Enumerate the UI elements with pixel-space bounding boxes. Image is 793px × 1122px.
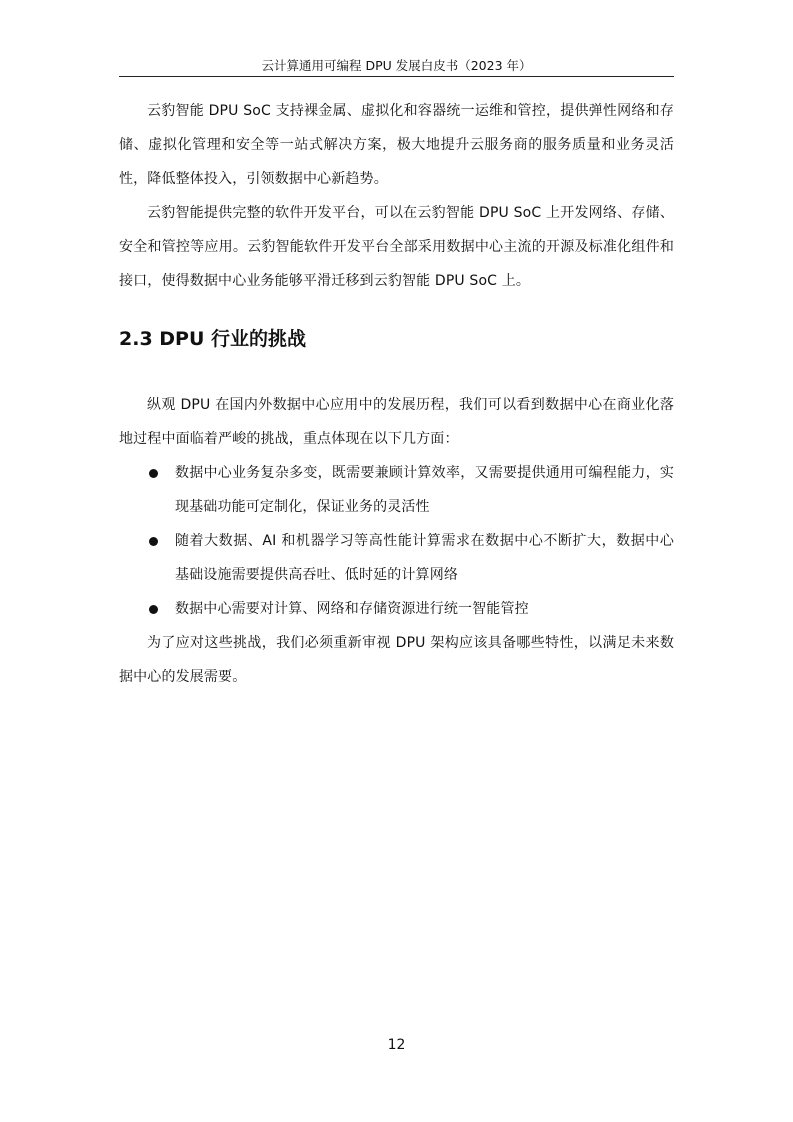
- closing-paragraph: 为了应对这些挑战，我们必须重新审视 DPU 架构应该具备哪些特性，以满足未来数据中心的发展需要。: [119, 635, 674, 685]
- bullet-icon: [149, 537, 158, 546]
- list-item-text: 数据中心需要对计算、网络和存储资源进行统一智能管控: [175, 601, 529, 617]
- list-item: [119, 524, 674, 592]
- page-number: 12: [387, 1037, 406, 1053]
- challenges-block: [119, 388, 674, 694]
- list-item-text: 数据中心业务复杂多变，既需要兼顾计算效率，又需要提供通用可编程能力，实现基础功能可定制化，保证业务的灵活性: [175, 465, 674, 515]
- list-item-text: 随着大数据、AI 和机器学习等高性能计算需求在数据中心不断扩大，数据中心基础设施需要提供高吞吐、低时延的计算网络: [175, 533, 674, 583]
- bullet-icon: [149, 605, 158, 614]
- list-item: [119, 456, 674, 524]
- list-item: [119, 592, 674, 626]
- page-header: 云计算通用可编程 DPU 发展白皮书（2023 年）: [261, 58, 532, 73]
- header-divider: [119, 76, 674, 77]
- challenge-list: [119, 456, 674, 626]
- paragraph-soc-features: 云豹智能 DPU SoC 支持裸金属、虚拟化和容器统一运维和管控，提供弹性网络和存储、虚拟化管理和安全等一站式解决方案，极大地提升云服务商的服务质量和业务灵活性，降低整体投入，引领数据中心新趋势。: [119, 103, 674, 187]
- section-heading: 2.3 DPU 行业的挑战: [119, 328, 307, 350]
- page-content: [119, 94, 674, 685]
- section-intro: 纵观 DPU 在国内外数据中心应用中的发展历程，我们可以看到数据中心在商业化落地过程中面临着严峻的挑战，重点体现在以下几方面：: [119, 397, 674, 447]
- paragraph-software-platform: 云豹智能提供完整的软件开发平台，可以在云豹智能 DPU SoC 上开发网络、存储、安全和管控等应用。云豹智能软件开发平台全部采用数据中心主流的开源及标准化组件和接口，使得数据中心业务能够平滑迁移到云豹智能 DPU SoC 上。: [119, 205, 674, 289]
- bullet-icon: [149, 469, 158, 478]
